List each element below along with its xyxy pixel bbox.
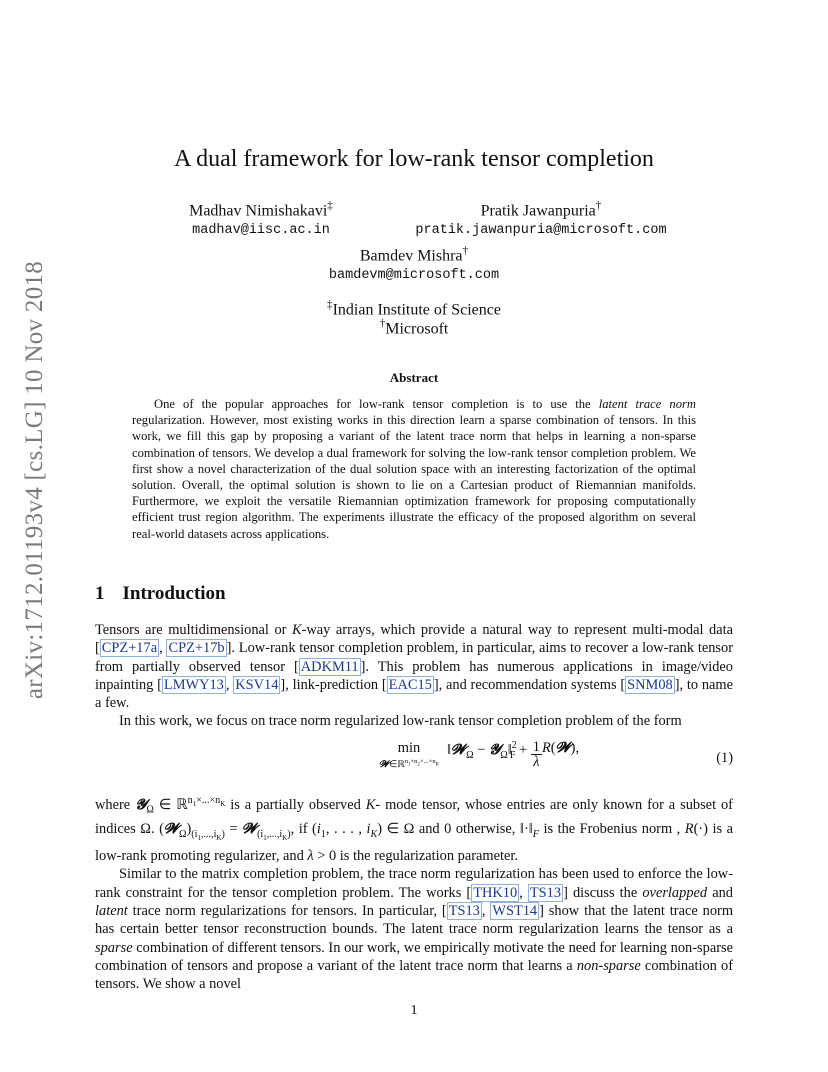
citation-link[interactable]: CPZ+17b	[168, 640, 225, 657]
emphasis: latent	[95, 903, 128, 920]
equation	[95, 740, 733, 780]
citation-link[interactable]: ADKM11	[300, 658, 359, 675]
text: ,	[159, 640, 167, 657]
citation-link[interactable]: LMWY13	[163, 676, 224, 693]
author-block	[376, 196, 706, 241]
section-title: Introduction	[122, 583, 226, 604]
author-email[interactable]: bamdevm@microsoft.com	[328, 268, 500, 284]
paragraph: Tensors are multidimensional or K-way arrays, which provide a natural way to represent multi-modal data [ CPZ+17a , CPZ+17b ]. Low-rank tensor completion problem, in particular, aims to recover a low-rank tensor from partially observed tensor [ ADKM11 ]. This problem has numerous applications in image/video inpainting [ LMWY13 , KSV14 ], link-prediction [ EAC15 ], and recommendation systems [ SNM08 ], to name a few. In this work, we focus on trace norm regularized low-rank tensor completion problem of the form	[95, 622, 733, 730]
citation-link[interactable]: THK10	[473, 884, 518, 901]
text: Similar to the matrix completion problem, the trace norm regularization has been used to enforce the low-rank constraint for the tensor completion problem. The works	[95, 866, 733, 901]
citation-link[interactable]: KSV14	[235, 676, 279, 693]
text: and 0 otherwise,	[414, 820, 520, 837]
emphasis: overlapped	[642, 884, 708, 901]
author-block	[264, 241, 564, 286]
author-mark: †	[595, 200, 602, 212]
citation-link[interactable]: TS13	[448, 903, 480, 920]
text: . This problem has numerous applications in image/video inpainting	[95, 658, 733, 693]
arxiv-identifier-text: arXiv:1712.01193v4 [cs.LG] 10 Nov 2018	[21, 260, 48, 700]
abstract-part: regularization. However, most existing works in this direction learn a sparse combination of tensors. In this work, we fill this gap by proposing a variant of the latent trace norm that helps in learning a non-sparse combination of tensors. We develop a dual framework for solving the low-rank tensor completion problem. We first show a novel characterization of the dual solution space with an interesting factorization of the optimal solution. Overall, the optimal solution is shown to lie on a Cartesian product of Riemannian manifolds. Furthermore, we exploit the versatile Riemannian optimization framework for proposing computationally efficient trust region algorithm. The experiments illustrate the efficacy of the proposed algorithm on several real-world datasets across applications.	[132, 413, 696, 541]
text: combination of tensors. We show a novel	[95, 957, 734, 993]
paragraph-text: In this work, we focus on trace norm regularized low-rank tensor completion problem of the form	[119, 713, 682, 730]
paragraph: where 𝓨$_\Omega$ ∈ ℝ$^{n_1\times...\times n_K}$ is a partially observed K- mode tensor, whose entries are only known for a subset of indices Ω. $(𝓦_\Omega)_{(i_1,...,i_K)}$ = 𝓦$_{(i_1,...,i_K)}$, if ($i_1$, . . . , $i_K$) ∈ Ω and 0 otherwise, $‖\cdot‖_F$ is the Frobenius norm , R(·) is a low-rank promoting regularizer, and λ > 0 is the regularization parameter. Similar to the matrix completion problem, the trace norm regularization has been used to enforce the low-rank constraint for the tensor completion problem. The works [ THK10 , TS13 ] discuss the overlapped and latent trace norm regularizations for tensors. In particular, [ TS13 , WST14 ] show that the latent trace norm has certain better tensor reconstruction bounds. The latent trace norm regularization learns the tensor as a sparse combination of different tensors. In our work, we empirically motivate the need for learning non-sparse combination of tensors and propose a variant of the latent trace norm that learns a non-sparse combination of tensors. We show a novel	[95, 795, 734, 993]
text: is a low-rank promoting regularizer, and	[95, 820, 733, 865]
text: discuss the	[567, 884, 643, 901]
section-number: 1	[95, 583, 105, 604]
equation-number: (1)	[716, 750, 733, 766]
affiliation-name: Indian Institute of Science	[332, 301, 501, 319]
arxiv-identifier	[14, 260, 56, 700]
emphasis: non-sparse	[576, 957, 641, 974]
text: , and recommendation systems	[438, 676, 621, 693]
text: , link-prediction	[285, 676, 382, 693]
text: trace norm regularizations for tensors. In particular,	[127, 903, 442, 920]
text: show that the latent trace norm has certain better tensor reconstruction bounds. The latent trace norm regularization learns the tensor as a	[95, 903, 734, 938]
text: Tensors are multidimensional or	[95, 622, 292, 638]
affiliation-mark: †	[379, 318, 386, 330]
text: - mode tensor, whose entries are only known for a subset of indices Ω.	[95, 796, 733, 837]
text: is a partially observed	[225, 796, 366, 813]
abstract-emphasis: latent trace norm	[598, 397, 696, 411]
citation-link[interactable]: EAC15	[388, 676, 432, 693]
abstract-text	[132, 396, 696, 542]
citation-link[interactable]: TS13	[529, 884, 562, 901]
abstract-part: One of the popular approaches for low-rank tensor completion is to use the	[154, 397, 599, 411]
text: is the regularization parameter.	[336, 848, 518, 865]
text: is the Frobenius norm ,	[538, 820, 685, 837]
text: -way arrays, which provide a natural way to represent multi-modal data	[301, 622, 733, 638]
emphasis: sparse	[95, 939, 133, 956]
author-email[interactable]: madhav@iisc.ac.in	[192, 223, 330, 239]
text: combination of different tensors. In our work, we empirically motivate the need for learning non-sparse combination of tensors and propose a variant of the latent trace norm that learns a	[95, 939, 733, 974]
affiliation	[0, 315, 828, 338]
author-name: Pratik Jawanpuria	[480, 202, 596, 220]
author-name: Madhav Nimishakavi	[189, 202, 328, 220]
author-name: Bamdev Mishra	[359, 247, 463, 265]
math-k: K	[365, 796, 376, 813]
equation-expression: min 𝓦∈ℝ$^{n_1\times n_2\times...\times n_K}$ ‖𝓦$_\Omega$ − 𝓨$_\Omega$‖$^2_F$ + $\frac{1}{\lambda}$ R(𝓦),	[379, 739, 580, 771]
author-mark: ‡	[327, 200, 333, 212]
text: . Low-rank tensor completion problem, in particular, aims to recover a low-rank tensor from partially observed tensor	[95, 640, 733, 675]
affiliation-name: Microsoft	[385, 320, 449, 338]
page-number: 1	[410, 1003, 418, 1018]
abstract-heading: Abstract	[389, 370, 439, 385]
affiliation-mark: ‡	[327, 299, 333, 311]
text: where	[95, 796, 136, 813]
citation-link[interactable]: CPZ+17a	[101, 640, 158, 657]
math-k: K	[292, 622, 302, 638]
citation-link[interactable]: SNM08	[627, 676, 673, 693]
text: and	[707, 884, 733, 901]
author-mark: †	[462, 245, 469, 257]
text: , to name a few.	[95, 676, 733, 712]
paper-title: A dual framework for low-rank tensor completion	[174, 146, 654, 172]
section-heading	[95, 583, 226, 605]
citation-link[interactable]: WST14	[492, 903, 538, 920]
author-email[interactable]: pratik.jawanpuria@microsoft.com	[415, 223, 667, 239]
author-block	[156, 196, 366, 241]
